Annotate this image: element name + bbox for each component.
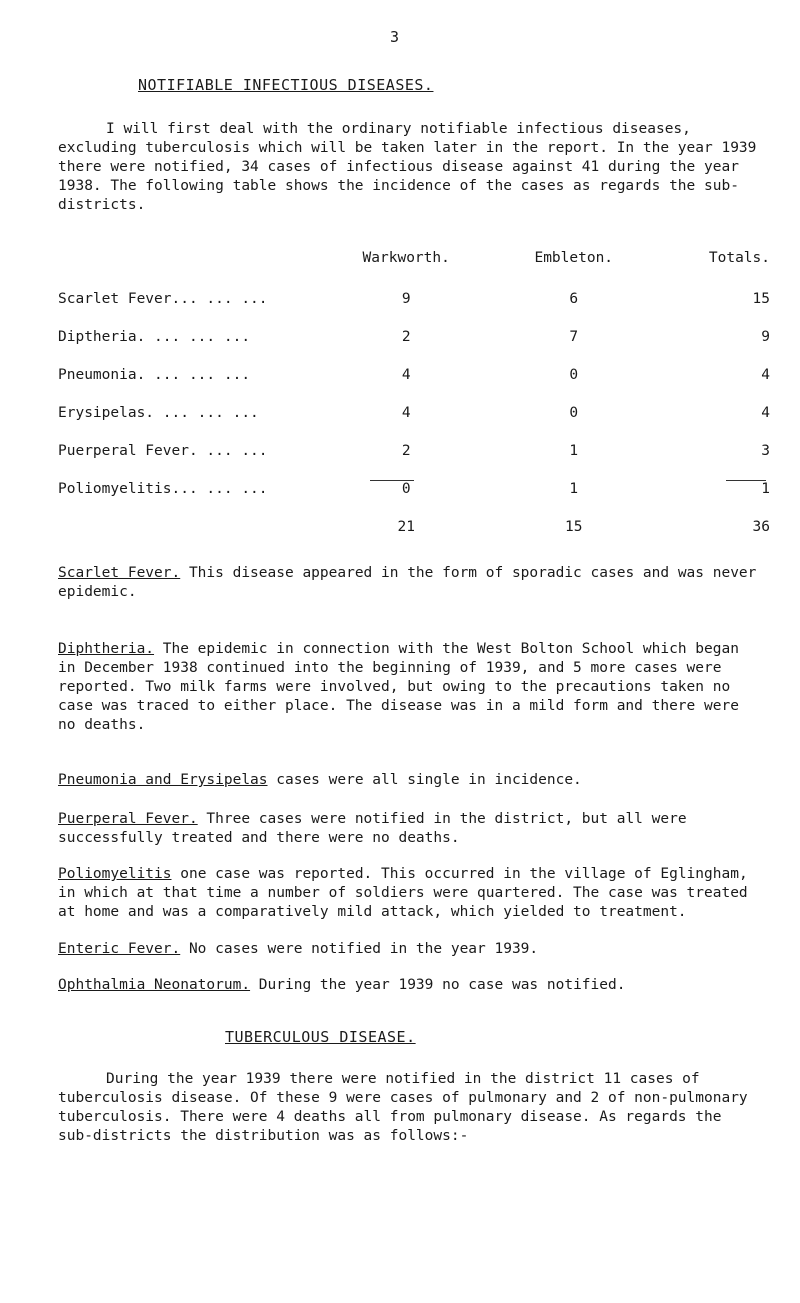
row-warkworth: 0	[401, 481, 411, 497]
page-heading: NOTIFIABLE INFECTIOUS DISEASES.	[138, 76, 434, 94]
header-totals: Totals.	[708, 250, 770, 266]
row-disease: Poliomyelitis... ... ...	[58, 481, 268, 497]
row-embleton: 1	[569, 481, 579, 497]
ophthalmia-paragraph: Ophthalmia Neonatorum. During the year 1939 no case was notified.	[58, 977, 626, 993]
tuberculosis-paragraph: During the year 1939 there were notified in the district 11 cases of tuberculosis disease. Of these 9 were cases of pulmonary and 2 of non-pulmonary tuberculosis. There were 4 deaths all from pulmonary disease. As regards the sub-districts the distribution was as follows:-	[58, 1071, 748, 1144]
totals-row	[58, 508, 780, 546]
row-warkworth: 9	[401, 291, 411, 307]
row-total: 4	[761, 367, 770, 383]
row-total: 9	[761, 329, 770, 345]
row-total: 15	[752, 291, 770, 307]
table-row	[58, 318, 780, 356]
pneumonia-paragraph: Pneumonia and Erysipelas cases were all single in incidence.	[58, 772, 582, 788]
row-disease: Pneumonia. ... ... ...	[58, 367, 251, 383]
page-number: 3	[390, 28, 400, 46]
header-embleton: Embleton.	[534, 250, 614, 266]
table-row	[58, 280, 780, 318]
incidence-table	[58, 250, 780, 546]
total-embleton: 15	[565, 519, 583, 535]
row-warkworth: 4	[401, 367, 411, 383]
divider	[726, 480, 766, 481]
divider	[370, 480, 414, 481]
diphtheria-paragraph: Diphtheria. The epidemic in connection with the West Bolton School which began in December 1938 continued into the beginning of 1939, and 5 more cases were reported. Two milk farms were involved, but owing to the precautions taken no case was traced to either place. The disease was in a mild form and there were no deaths.	[58, 641, 739, 733]
enteric-fever-paragraph: Enteric Fever. No cases were notified in the year 1939.	[58, 941, 539, 957]
total-warkworth: 21	[397, 519, 415, 535]
grand-total: 36	[752, 519, 770, 535]
row-disease: Diptheria. ... ... ...	[58, 329, 251, 345]
header-warkworth: Warkworth.	[362, 250, 450, 266]
row-total: 3	[761, 443, 770, 459]
row-disease: Scarlet Fever... ... ...	[58, 291, 268, 307]
row-disease: Puerperal Fever. ... ...	[58, 443, 268, 459]
table-row	[58, 356, 780, 394]
row-warkworth: 2	[401, 329, 411, 345]
tuberculous-heading: TUBERCULOUS DISEASE.	[225, 1028, 416, 1046]
row-embleton: 7	[569, 329, 579, 345]
table-header-row	[58, 250, 780, 280]
poliomyelitis-paragraph: Poliomyelitis one case was reported. This occurred in the village of Eglingham, in which at that time a number of soldiers were quartered. The case was treated at home and was a comparatively mild attack, which yielded to treatment.	[58, 866, 748, 920]
row-embleton: 1	[569, 443, 579, 459]
row-embleton: 6	[569, 291, 579, 307]
row-warkworth: 2	[401, 443, 411, 459]
row-total: 1	[761, 481, 770, 497]
table-row	[58, 470, 780, 508]
row-total: 4	[761, 405, 770, 421]
row-embleton: 0	[569, 405, 579, 421]
puerperal-fever-paragraph: Puerperal Fever. Three cases were notified in the district, but all were successfully treated and there were no deaths.	[58, 811, 687, 846]
row-embleton: 0	[569, 367, 579, 383]
scarlet-fever-paragraph: Scarlet Fever. This disease appeared in the form of sporadic cases and was never epidemic.	[58, 565, 757, 600]
row-disease: Erysipelas. ... ... ...	[58, 405, 259, 421]
table-row	[58, 394, 780, 432]
row-warkworth: 4	[401, 405, 411, 421]
intro-paragraph: I will first deal with the ordinary notifiable infectious diseases, excluding tuberculosis which will be taken later in the report. In the year 1939 there were notified, 34 cases of infectious disease against 41 during the year 1938. The following table shows the incidence of the cases as regards the sub-districts.	[58, 121, 757, 213]
table-row	[58, 432, 780, 470]
